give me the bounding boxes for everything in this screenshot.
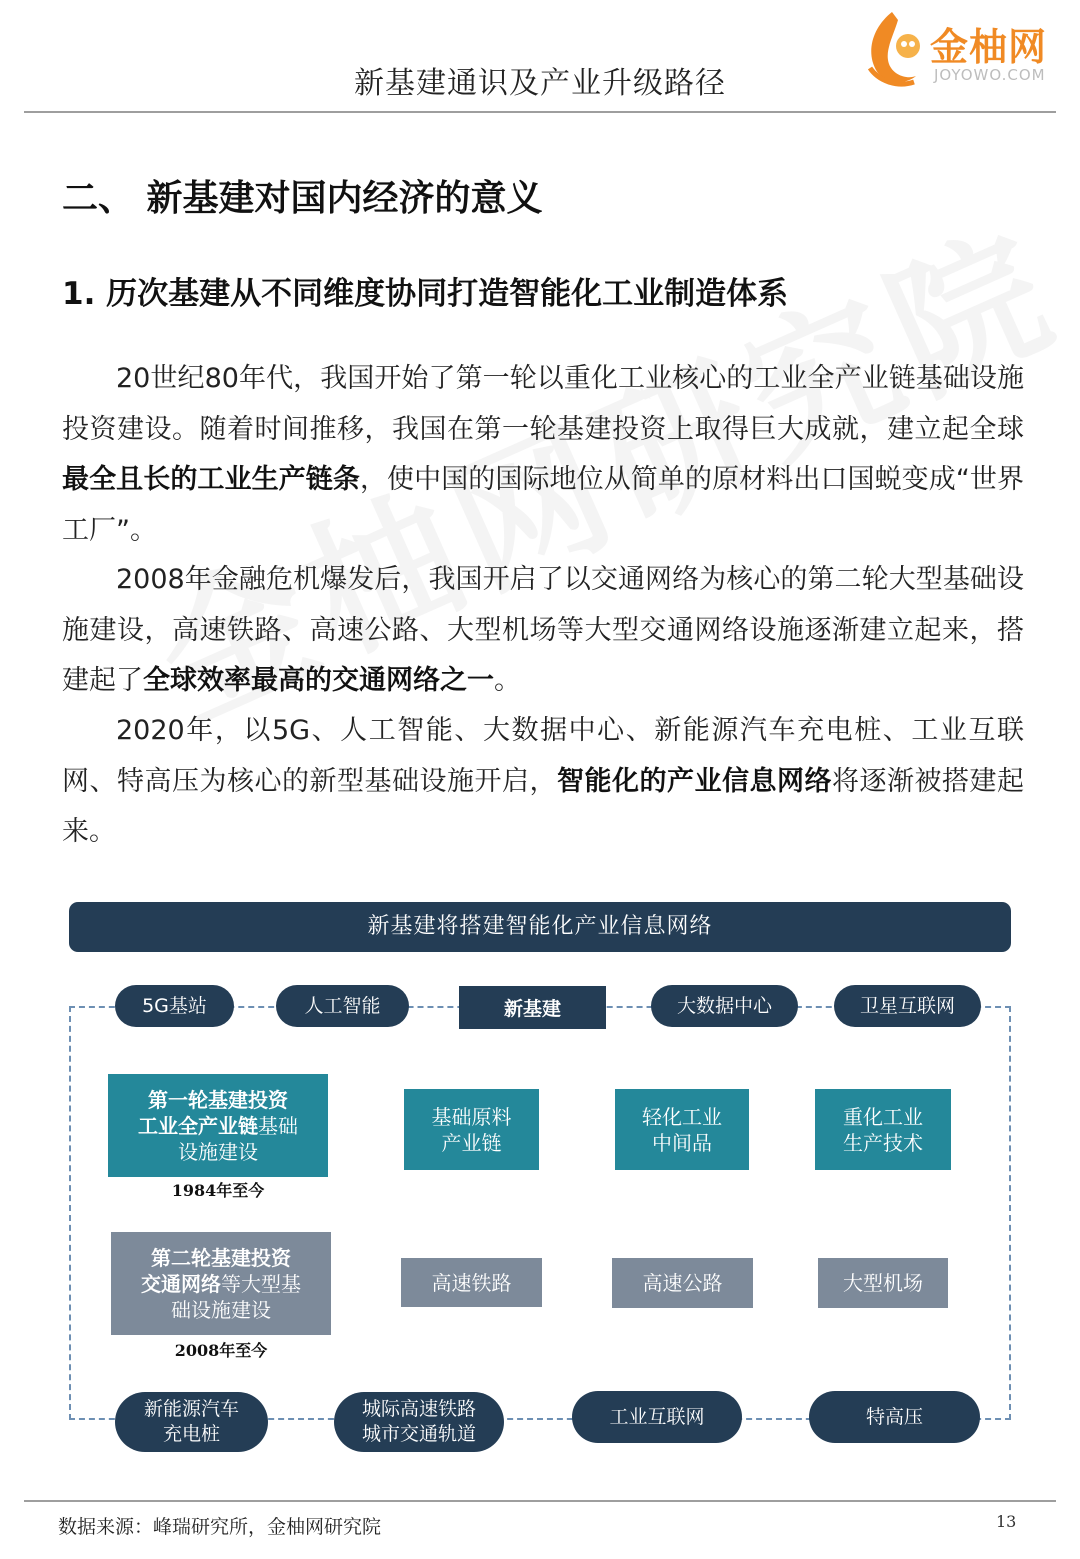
round2-title-line3: 础设施建设	[171, 1297, 271, 1322]
paragraph-text: ，使中国的国际地位从简单的原材料出口国蜕变成“世界工厂”。	[62, 464, 1024, 546]
round2-title-rest: 等大型基	[221, 1271, 301, 1296]
data-source-note: 数据来源：峰瑞研究所，金柚网研究院	[58, 1516, 382, 1538]
section-heading: 二、 新基建对国内经济的意义	[62, 178, 543, 219]
node-new-infrastructure: 新基建	[459, 986, 606, 1029]
node-intercity-rail-transit: 城际高速铁路 城市交通轨道	[334, 1392, 504, 1452]
paragraph-emphasis: 全球效率最高的交通网络之一	[143, 665, 494, 696]
round2-item-expressway: 高速公路	[612, 1258, 753, 1308]
page-number: 13	[996, 1512, 1017, 1531]
node-ai: 人工智能	[276, 985, 409, 1027]
paragraph-first-round	[62, 354, 1024, 556]
paragraph-second-round	[62, 555, 1024, 707]
footer-divider	[24, 1500, 1056, 1502]
node-industrial-internet: 工业互联网	[572, 1391, 742, 1443]
round1-title-line1: 第一轮基建投资	[148, 1087, 288, 1112]
round2-year-label: 2008年至今	[174, 1341, 268, 1360]
round2-item-high-speed-rail: 高速铁路	[401, 1258, 542, 1307]
round1-item-heavy-industry: 重化工业 生产技术	[815, 1089, 951, 1170]
round1-title-emphasis: 工业全产业链	[138, 1113, 258, 1138]
round1-year-label: 1984年至今	[171, 1181, 265, 1200]
round1-item-raw-materials: 基础原料 产业链	[404, 1089, 539, 1170]
paragraph-new-infrastructure	[62, 706, 1024, 858]
node-5g-base-station: 5G基站	[115, 985, 234, 1027]
round2-title-line2	[141, 1271, 301, 1297]
paragraph-text: 20世纪80年代，我国开始了第一轮以重化工业核心的工业全产业链基础设施投资建设。随着时间推移，我国在第一轮基建投资上取得巨大成就，建立起全球	[62, 363, 1024, 445]
round1-item-light-industry: 轻化工业 中间品	[615, 1089, 749, 1170]
subsection-heading: 1. 历次基建从不同维度协同打造智能化工业制造体系	[62, 276, 789, 312]
paragraph-text: 。	[494, 665, 521, 696]
paragraph-text: 2008年金融危机爆发后，我国开启了以交通网络为核心的第二轮大型基础设施建设，高速铁路、高速公路、大型机场等大型交通网络设施逐渐建立起来，搭建起了	[62, 564, 1024, 696]
round2-title-line1: 第二轮基建投资	[151, 1245, 291, 1270]
node-big-data-center: 大数据中心	[651, 985, 798, 1027]
round2-title-emphasis: 交通网络	[141, 1271, 221, 1296]
node-satellite-internet: 卫星互联网	[834, 985, 981, 1027]
paragraph-text: 将逐渐被搭建起来。	[62, 765, 1024, 847]
diagram-banner: 新基建将搭建智能化产业信息网络	[69, 902, 1011, 952]
round2-item-large-airport: 大型机场	[818, 1258, 948, 1308]
running-header-title: 新基建通识及产业升级路径	[354, 66, 726, 101]
paragraph-emphasis: 智能化的产业信息网络	[557, 765, 832, 797]
node-uhv-power: 特高压	[809, 1391, 980, 1443]
logo-domain: JOYOWO.COM	[934, 66, 1046, 84]
node-ev-charging-pile: 新能源汽车 充电桩	[115, 1392, 268, 1452]
paragraph-emphasis: 最全且长的工业生产链条	[62, 464, 360, 495]
round1-title-line2	[138, 1113, 298, 1139]
round2-title-box	[111, 1232, 331, 1335]
logo-text: 金柚网	[930, 25, 1048, 69]
paragraph-text: 2020年，以5G、人工智能、大数据中心、新能源汽车充电桩、工业互联网、特高压为核心的新型基础设施开启，	[62, 715, 1024, 797]
round1-title-box	[108, 1074, 328, 1177]
header-divider	[24, 111, 1056, 113]
round1-title-rest: 基础	[258, 1113, 298, 1138]
round1-title-line3: 设施建设	[178, 1139, 258, 1164]
